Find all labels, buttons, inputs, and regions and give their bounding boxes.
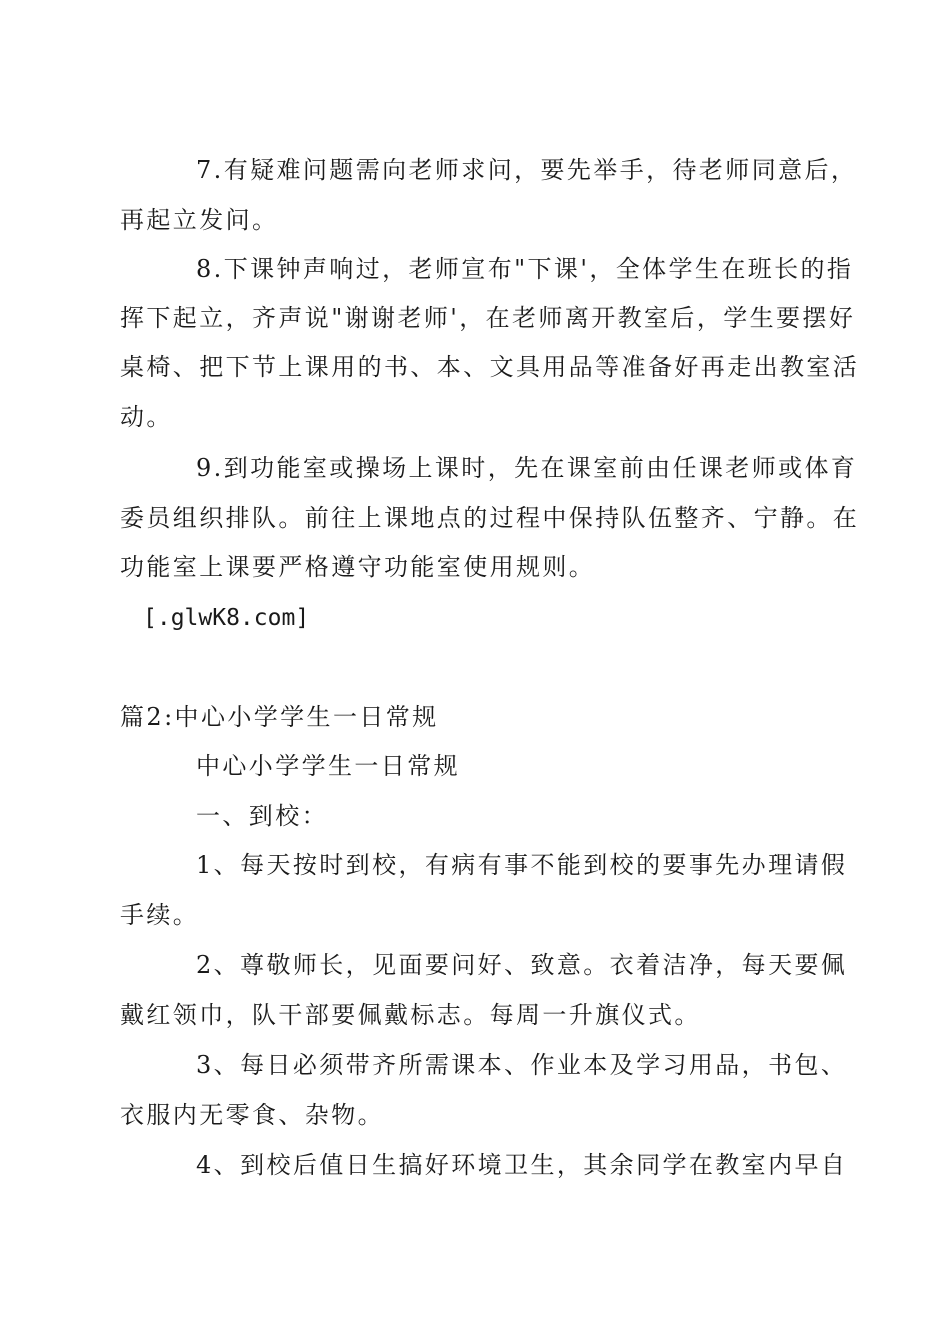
paragraph-line: 戴红领巾，队干部要佩戴标志。每周一升旗仪式。 [120, 1001, 701, 1029]
paragraph-line: 动。 [120, 403, 173, 431]
paragraph-line: 委员组织排队。前往上课地点的过程中保持队伍整齐、宁静。在 [120, 504, 860, 532]
paragraph-line: 2、尊敬师长，见面要问好、致意。衣着洁净，每天要佩 [196, 951, 848, 979]
paragraph-line: 衣服内无零食、杂物。 [120, 1101, 384, 1129]
paragraph-line: 挥下起立，齐声说"谢谢老师'，在老师离开教室后，学生要摆好 [120, 304, 856, 332]
paragraph-line: 再起立发问。 [120, 206, 279, 234]
document-title: 中心小学学生一日常规 [196, 752, 460, 780]
paragraph-line: 4、到校后值日生搞好环境卫生，其余同学在教室内早自 [196, 1151, 848, 1179]
paragraph-line: 桌椅、把下节上课用的书、本、文具用品等准备好再走出教室活 [120, 353, 860, 381]
paragraph-line: 功能室上课要严格遵守功能室使用规则。 [120, 553, 596, 581]
section-heading: 篇2:中心小学学生一日常规 [120, 703, 439, 731]
paragraph-line: 3、每日必须带齐所需课本、作业本及学习用品，书包、 [196, 1051, 848, 1079]
paragraph-line: 手续。 [120, 901, 200, 929]
source-link-text: [.glwK8.com] [143, 605, 310, 631]
paragraph-line: 1、每天按时到校，有病有事不能到校的要事先办理请假 [196, 851, 848, 879]
section-subheading: 一、到校： [196, 802, 328, 830]
paragraph-line: 9.到功能室或操场上课时，先在课室前由任课老师或体育 [196, 454, 858, 482]
paragraph-line: 8.下课钟声响过，老师宣布"下课'，全体学生在班长的指 [196, 255, 854, 283]
paragraph-line: 7.有疑难问题需向老师求问，要先举手，待老师同意后， [196, 156, 858, 184]
